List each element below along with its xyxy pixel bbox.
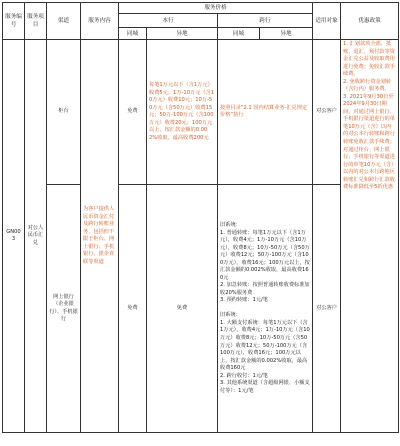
header-service-price: 服务价格 — [119, 3, 313, 14]
header-service-content: 服务内容 — [81, 3, 119, 40]
channel-online: 网上银行（企业银行）、手机银行 — [47, 185, 81, 433]
counter-our-bank-other-city: 每笔1万元以下（含1万元）收费5元；1万-10万元（含10万元）收费10元；10万-50万元（含50万元）收费15元；50万-100万元（含100万元）收费20元；100万元以上，按汇款金额的0.002%收取，最高收费200元 — [147, 40, 218, 185]
preferential-policy: 1. 汇划款项全部，抵账、退汇、预付款等资金汇兑公益及收取费用进行免费；免收汇款手续费。 2. 免收跨行资金划转（含行内）服务费。 3. 2021年9月30日至2024年9月30日期间，对通过网上银行、手机银行渠道进行的单笔10万元（含）以内的对公本行转账和跨行转账免收汇款手续费；对通过柜台、网上银行、手机银行等渠道进行的单笔10万元（含）以内的对公本行跨地区转账汇兑和跨行汇款收费标准降低至5折优惠 — [341, 40, 399, 433]
online-applicable-target: 对公客户 — [313, 185, 341, 433]
online-our-bank-other-city: 免费 — [147, 185, 218, 433]
header-our-bank-other-city: 异地 — [147, 28, 218, 40]
online-cross-bank-fee: 旧系统： 1. 普通转账：每笔1万元以下（含1万元），收费4元；1万-10万元（含10万元），收费8元；10万-50万元（含50万元）收费12元；50万-100万元（含100万元），收费16元；100万元以上，按汇款金额的0.002%收取，最高收费160元 2. 加急转账：按照普通转账收费标准加收20%服务费 3. 预约转账：1元/笔 旧系统： 1. 大额支付系统：每笔1万元以下（含1万元），收费4元；1万-10万元（含10万元）收费8元；10万-50万元（含50万元）收费12元；50万-100万元（含100万元），收费16元；100万元以上，按汇款金额的0.002%收取，最高收费160元 2. 跨行收付：1元/笔 3. 其他系统渠道（含超级网银、小额支付等）：1元/笔 — [218, 185, 313, 433]
header-our-bank: 本行 — [119, 14, 218, 28]
service-item: 对公人民币汇兑 — [25, 40, 47, 433]
header-applicable-target: 适用对象 — [313, 3, 341, 40]
counter-cross-bank-fee: 按照目录“2.1 国内结算业务-汇兑规定价格”执行 — [218, 40, 313, 185]
header-preferential-policy: 优惠政策 — [341, 3, 399, 40]
header-other-bank: 跨行 — [218, 14, 313, 28]
header-service-item: 服务项目 — [25, 3, 47, 40]
header-channel: 渠道 — [47, 3, 81, 40]
counter-our-bank-same-city: 免费 — [119, 40, 147, 185]
service-content: 为客户提供人民币资金汇付及跨行转账业务，包括但不限于柜台、网上银行、手机银行、银企直联等渠道 — [81, 40, 119, 433]
header-other-bank-other-city: 异地 — [260, 28, 313, 40]
header-service-no: 服务编号 — [3, 3, 25, 40]
header-other-bank-same-city: 同城 — [218, 28, 260, 40]
header-our-bank-same-city: 同城 — [119, 28, 147, 40]
fee-schedule-table — [2, 2, 399, 433]
counter-applicable-target: 对公客户 — [313, 40, 341, 185]
online-our-bank-same-city: 免费 — [119, 185, 147, 433]
service-number: GN003 — [3, 40, 25, 433]
channel-counter: 柜台 — [47, 40, 81, 185]
